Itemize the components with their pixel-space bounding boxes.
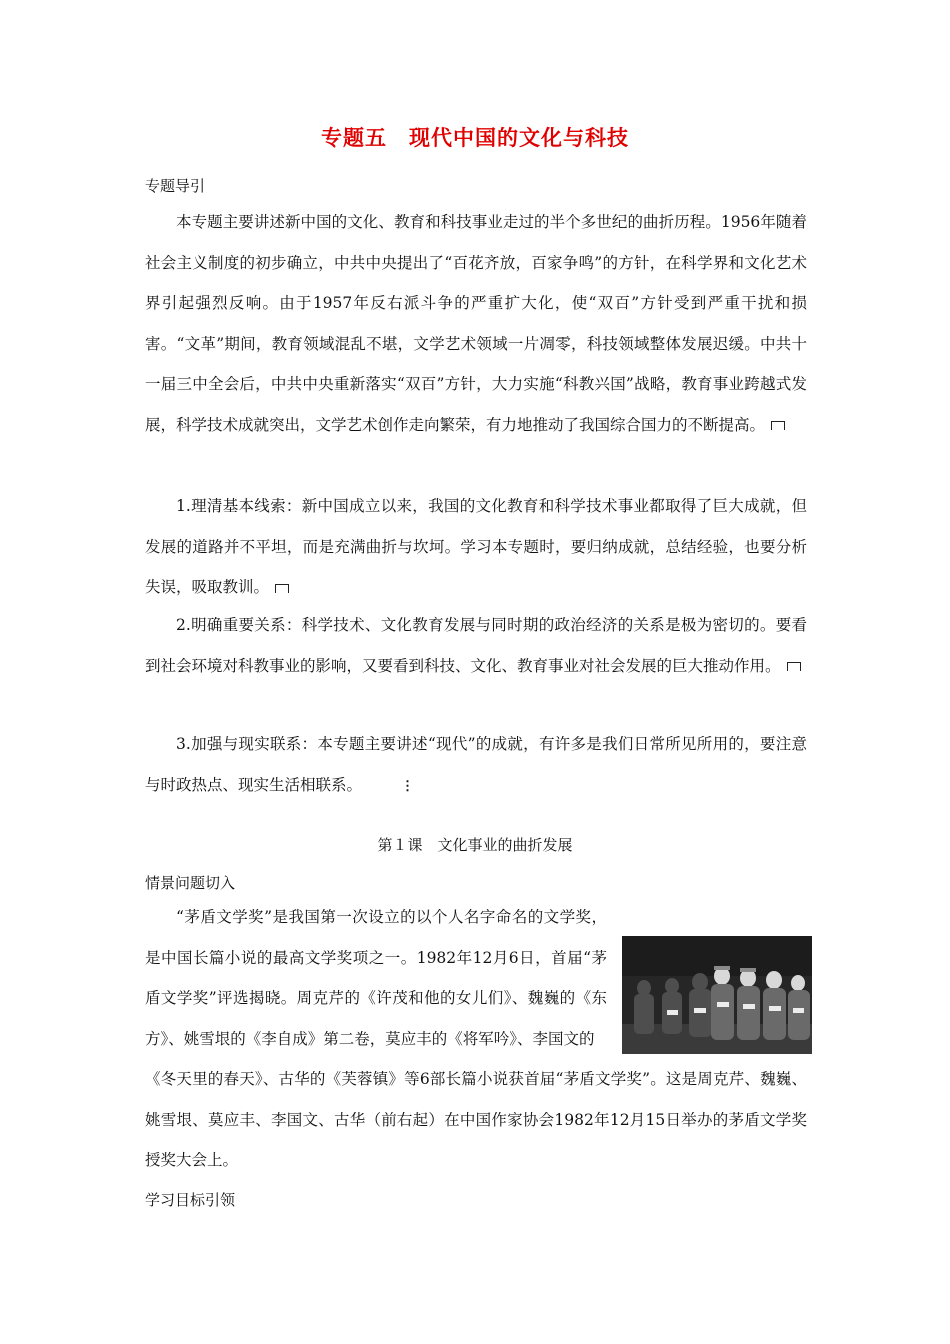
bracket-mark-icon: [771, 421, 785, 430]
bracket-mark-icon: [275, 584, 289, 593]
guide-item-2-text: 2.明确重要关系：科学技术、文化教育发展与同时期的政治经济的关系是极为密切的。要看到社会环境对科教事业的影响，又要看到科技、文化、教育事业对社会发展的巨大推动作用。: [145, 616, 807, 675]
section-label-goals: 学习目标引领: [145, 1191, 236, 1209]
guide-intro-text: 本专题主要讲述新中国的文化、教育和科技事业走过的半个多世纪的曲折历程。1956年随着社会主义制度的初步确立，中共中央提出了“百花齐放，百家争鸣”的方针，在科学界和文化艺术界引起强烈反响。由于1957年反右派斗争的严重扩大化，使“双百”方针受到严重干扰和损害。“文革”期间，教育领域混乱不堪，文学艺术领域一片凋零，科技领域整体发展迟缓。中共十一届三中全会后，中共中央重新落实“双百”方针，大力实施“科教兴国”战略，教育事业跨越式发展，科学技术成就突出，文学艺术创作走向繁荣，有力地推动了我国综合国力的不断提高。: [145, 213, 807, 434]
scene-paragraph-part-a: “茅盾文学奖”是我国第一次设立的以个人名字命名的文学奖，是中国长篇小说的最高文学奖项之一。1982年12月6日，首届“茅盾文学奖”评选揭晓。周克芹的《许茂和他的女儿们》、魏巍的《东方》、姚雪垠的《李自成》第二卷，莫应丰的《将军吟》、李国文的: [145, 908, 607, 1048]
end-mark: ⋮: [401, 778, 415, 794]
guide-item-1-text: 1.理清基本线索：新中国成立以来，我国的文化教育和科学技术事业都取得了巨大成就，但发展的道路并不平坦，而是充满曲折与坎坷。学习本专题时，要归纳成就，总结经验，也要分析失误，吸取教训。: [145, 497, 807, 596]
guide-item-1: [145, 486, 807, 608]
guide-item-3-text: 3.加强与现实联系：本专题主要讲述“现代”的成就，有许多是我们日常所见所用的，要注意与时政热点、现实生活相联系。: [145, 735, 807, 794]
section-label-guide: 专题导引: [145, 177, 206, 195]
guide-item-2: [145, 605, 807, 686]
scene-paragraph-part-b: 《冬天里的春天》、古华的《芙蓉镇》等6部长篇小说获首届“茅盾文学奖”。这是周克芹、魏巍、姚雪垠、莫应丰、李国文、古华（前右起）在中国作家协会1982年12月15日举办的茅盾文学奖授奖大会上。: [145, 1070, 807, 1169]
award-ceremony-photo-drawing: [622, 936, 812, 1054]
guide-intro-paragraph: [145, 202, 807, 445]
section-label-scene: 情景问题切入: [145, 874, 236, 892]
award-ceremony-photo: [622, 936, 812, 1054]
bracket-mark-icon: [787, 662, 801, 671]
guide-item-3: [145, 724, 807, 807]
lesson-title: 第１课 文化事业的曲折发展: [377, 836, 573, 854]
page-title: 专题五 现代中国的文化与科技: [321, 126, 629, 150]
